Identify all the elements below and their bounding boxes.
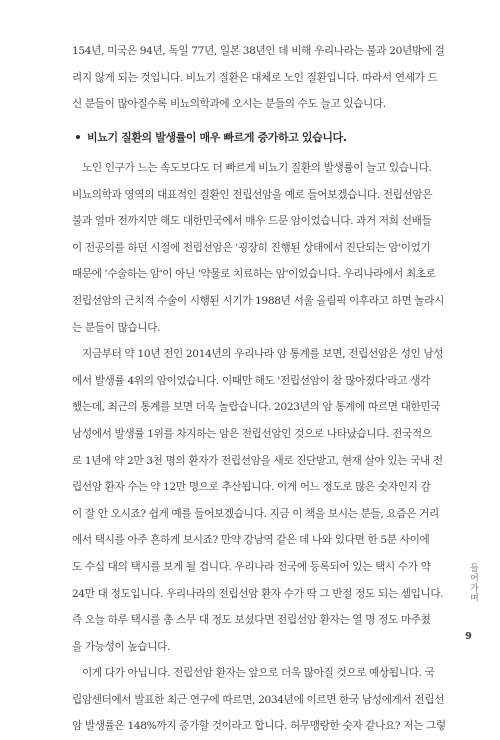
text-line: 때문에 '수술하는 암'이 아닌 '약물로 치료하는 암'이었습니다. 우리나라에서 최초로 <box>72 268 436 281</box>
text-line: 24만 대 정도입니다. 우리나라의 전립선암 환자 수가 딱 그 반절 정도 되는 셈입니다. <box>72 587 444 600</box>
text-line: 했는데, 최근의 통계를 보면 더욱 놀랍습니다. 2023년의 암 통계에 따르면 대한민국 <box>72 401 441 414</box>
text-line: 비뇨의학과 영역의 대표적인 질환인 전립선암을 예로 들어보겠습니다. 전립선암은 <box>72 188 433 201</box>
top-paragraph <box>72 38 450 118</box>
text-line: 암 발생률은 148%까지 증가할 것이라고 합니다. 허무맹랑한 숫자 같나요? 저는 그렇 <box>72 720 446 733</box>
page-number: 9 <box>465 631 472 642</box>
section-heading-text: 비뇨기 질환의 발생률이 매우 빠르게 증가하고 있습니다. <box>87 131 347 144</box>
text-line: 이 잘 안 오시죠? 쉽게 예를 들어보겠습니다. 지금 이 책을 보시는 분들, 요즘은 거리 <box>72 507 439 520</box>
text-line: 즉 오늘 하루 택시를 총 스무 대 정도 보셨다면 전립선암 환자는 열 명 정도 마주쳤 <box>72 614 431 627</box>
text-line: 에서 택시를 아주 흔하게 보시죠? 만약 강남역 같은 데 나와 있다면 한 5분 사이에 <box>72 534 430 547</box>
text-line: 남성에서 발생률 1위를 차지하는 암은 전립선암인 것으로 나타났습니다. 전국적으 <box>72 427 432 440</box>
text-line: 는 분들이 많습니다. <box>72 321 161 334</box>
text-line: 리지 않게 되는 것입니다. 비뇨기 질환은 대체로 노인 질환입니다. 따라서 연세가 드 <box>72 71 438 84</box>
text-line: 전립선암의 근치적 수술이 시행된 시기가 1988년 서울 올림픽 이후라고 하면 놀라시 <box>72 294 445 307</box>
text-line: 을 가능성이 높습니다. <box>72 640 171 653</box>
text-line: 립암센터에서 발표한 최근 연구에 따르면, 2034년에 이르면 한국 남성에게서 전립선 <box>72 693 445 706</box>
text-line: 립선암 환자 수는 약 12만 명으로 추산됩니다. 이게 어느 정도로 많은 숫자인지 감 <box>72 481 431 494</box>
text-line: 에서 발생률 4위의 암이었습니다. 이때만 해도 '전립선암이 참 많아졌다'라고 생각 <box>72 374 430 387</box>
text-line: 이 전공의를 하던 시절에 전립선암은 '굉장히 진행된 상태에서 진단되는 암'이었기 <box>72 241 431 254</box>
body-text <box>72 155 450 740</box>
section-heading <box>72 129 347 145</box>
text-line: 154년, 미국은 94년, 독일 77년, 일본 38년인 데 비해 우리나라는 불과 20년밖에 걸 <box>72 45 445 57</box>
text-line: 로 1년에 약 2만 3천 명의 환자가 전립선암을 새로 진단받고, 현재 살아 있는 국내 전 <box>72 454 443 467</box>
text-line: 불과 얼마 전까지만 해도 대한민국에서 매우 드문 암이었습니다. 과거 저희 선배들 <box>72 215 432 228</box>
text-line: 도 수십 대의 택시를 보게 될 겁니다. 우리나라 전국에 등록되어 있는 택시 수가 약 <box>72 560 431 573</box>
chapter-side-tab: 들어가며 <box>468 563 478 603</box>
text-line: 지금부터 약 10년 전인 2014년의 우리나라 암 통계를 보면, 전립선암은 성인 남성 <box>82 348 444 361</box>
text-line: 이게 다가 아닙니다. 전립선암 환자는 앞으로 더욱 많아질 것으로 예상됩니다. 국 <box>82 667 435 680</box>
bullet-icon <box>76 135 80 139</box>
text-line: 신 분들이 많아질수록 비뇨의학과에 오시는 분들의 수도 늘고 있습니다. <box>72 98 386 111</box>
text-line: 노인 인구가 느는 속도보다도 더 빠르게 비뇨기 질환의 발생률이 늘고 있습니다. <box>82 162 432 174</box>
